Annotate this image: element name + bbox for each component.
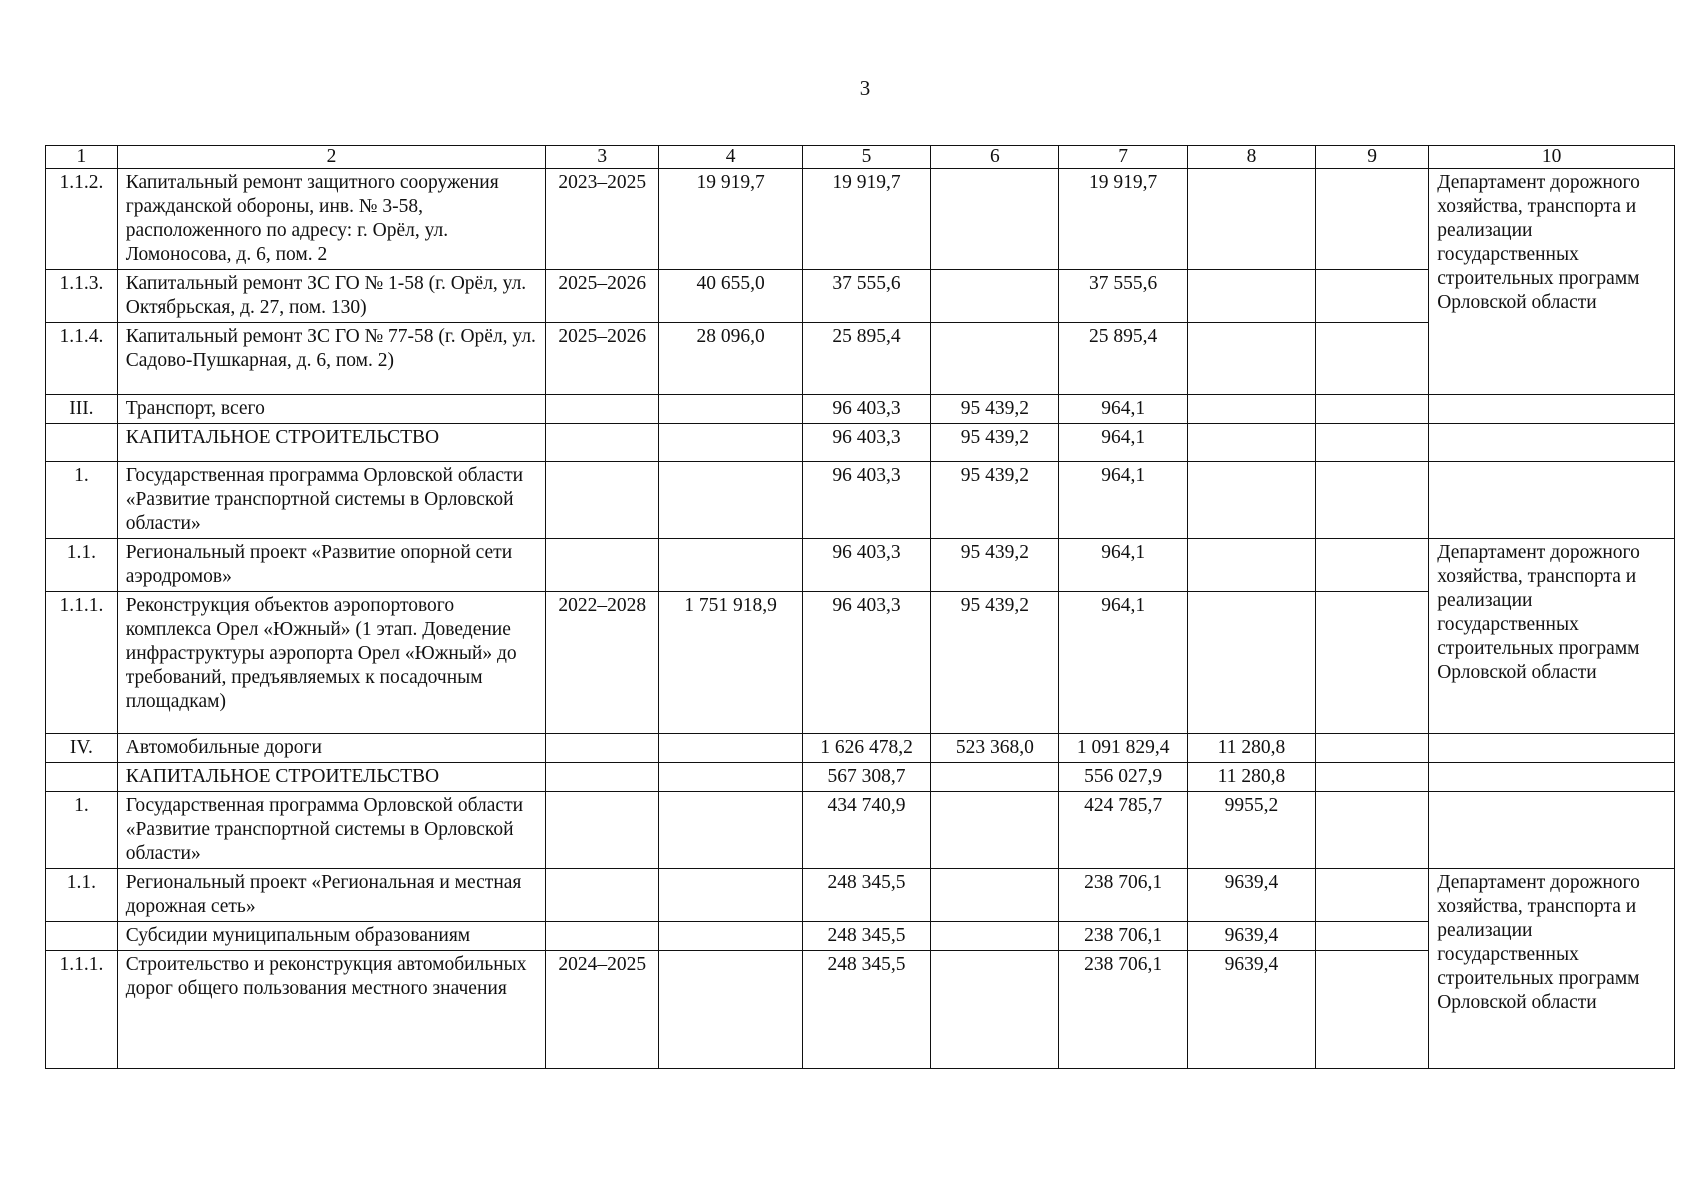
row-period [546,395,659,424]
cell-col9 [1316,922,1429,951]
cell-col5: 96 403,3 [802,592,930,734]
cell-col7: 964,1 [1059,462,1187,539]
cell-col5: 96 403,3 [802,539,930,592]
cell-col6 [931,869,1059,922]
cell-col9 [1316,169,1429,270]
row-name: Государственная программа Орловской области «Развитие транспортной системы в Орловской области» [117,792,545,869]
cell-col5: 25 895,4 [802,323,930,395]
cell-col9 [1316,323,1429,395]
cell-col8 [1187,592,1315,734]
cell-col9 [1316,462,1429,539]
cell-col8 [1187,270,1315,323]
cell-col6 [931,270,1059,323]
row-name: Капитальный ремонт ЗС ГО № 1-58 (г. Орёл, ул. Октябрьская, д. 27, пом. 130) [117,270,545,323]
header-cell: 1 [46,146,118,169]
cell-col4 [659,922,803,951]
cell-col8 [1187,462,1315,539]
cell-col4 [659,951,803,1069]
cell-col4 [659,869,803,922]
table-row [46,792,1675,869]
cell-col8: 11 280,8 [1187,734,1315,763]
cell-col9 [1316,792,1429,869]
cell-col4: 40 655,0 [659,270,803,323]
cell-col10 [1429,763,1675,792]
row-period [546,792,659,869]
row-period: 2024–2025 [546,951,659,1069]
cell-col9 [1316,270,1429,323]
cell-col9 [1316,763,1429,792]
cell-col5: 96 403,3 [802,395,930,424]
cell-col4: 1 751 918,9 [659,592,803,734]
row-number [46,922,118,951]
header-row [46,146,1675,169]
table-row [46,424,1675,462]
cell-col8 [1187,323,1315,395]
row-number: III. [46,395,118,424]
cell-col6: 523 368,0 [931,734,1059,763]
header-cell: 6 [931,146,1059,169]
header-cell: 5 [802,146,930,169]
cell-col5: 248 345,5 [802,869,930,922]
cell-col9 [1316,951,1429,1069]
department-cell: Департамент дорожного хозяйства, транспорта и реализации государственных строительных программ Орловской области [1429,539,1675,734]
page-number: 3 [859,76,871,100]
cell-col4 [659,734,803,763]
cell-col4 [659,424,803,462]
row-name: Капитальный ремонт ЗС ГО № 77-58 (г. Орёл, ул. Садово-Пушкарная, д. 6, пом. 2) [117,323,545,395]
cell-col7: 19 919,7 [1059,169,1187,270]
cell-col4 [659,763,803,792]
cell-col6: 95 439,2 [931,539,1059,592]
cell-col4 [659,395,803,424]
cell-col6: 95 439,2 [931,592,1059,734]
row-name: Транспорт, всего [117,395,545,424]
row-number: 1.1.3. [46,270,118,323]
cell-col8: 9955,2 [1187,792,1315,869]
table-row [46,763,1675,792]
cell-col7: 238 706,1 [1059,951,1187,1069]
cell-col4 [659,539,803,592]
cell-col5: 434 740,9 [802,792,930,869]
row-period [546,424,659,462]
cell-col7: 424 785,7 [1059,792,1187,869]
cell-col9 [1316,734,1429,763]
row-number: 1.1.1. [46,951,118,1069]
row-number [46,763,118,792]
cell-col9 [1316,592,1429,734]
row-period: 2023–2025 [546,169,659,270]
cell-col7: 556 027,9 [1059,763,1187,792]
cell-col6 [931,792,1059,869]
cell-col7: 964,1 [1059,539,1187,592]
cell-col6 [931,169,1059,270]
department-cell: Департамент дорожного хозяйства, транспорта и реализации государственных строительных программ Орловской области [1429,169,1675,395]
cell-col10 [1429,792,1675,869]
cell-col7: 238 706,1 [1059,922,1187,951]
cell-col6: 95 439,2 [931,395,1059,424]
department-cell: Департамент дорожного хозяйства, транспорта и реализации государственных строительных программ Орловской области [1429,869,1675,1069]
cell-col4 [659,792,803,869]
row-name: КАПИТАЛЬНОЕ СТРОИТЕЛЬСТВО [117,763,545,792]
cell-col9 [1316,869,1429,922]
table-row [46,169,1675,270]
cell-col6 [931,922,1059,951]
row-name: Государственная программа Орловской области «Развитие транспортной системы в Орловской области» [117,462,545,539]
cell-col4 [659,462,803,539]
row-period [546,763,659,792]
cell-col10 [1429,424,1675,462]
cell-col10 [1429,395,1675,424]
header-cell: 9 [1316,146,1429,169]
cell-col8 [1187,169,1315,270]
row-period [546,922,659,951]
table-row [46,462,1675,539]
table-row [46,539,1675,592]
row-number: 1. [46,792,118,869]
row-name: Региональный проект «Развитие опорной сети аэродромов» [117,539,545,592]
cell-col6: 95 439,2 [931,462,1059,539]
cell-col5: 567 308,7 [802,763,930,792]
row-period [546,734,659,763]
row-number: 1.1.1. [46,592,118,734]
cell-col5: 1 626 478,2 [802,734,930,763]
header-cell: 4 [659,146,803,169]
row-number: 1.1.2. [46,169,118,270]
cell-col4: 28 096,0 [659,323,803,395]
row-number: 1.1. [46,869,118,922]
cell-col7: 964,1 [1059,424,1187,462]
cell-col7: 37 555,6 [1059,270,1187,323]
row-period: 2025–2026 [546,270,659,323]
cell-col9 [1316,539,1429,592]
cell-col7: 1 091 829,4 [1059,734,1187,763]
cell-col8 [1187,424,1315,462]
row-name: Субсидии муниципальным образованиям [117,922,545,951]
cell-col5: 248 345,5 [802,922,930,951]
cell-col7: 238 706,1 [1059,869,1187,922]
row-number: 1. [46,462,118,539]
table-row [46,395,1675,424]
table-row [46,869,1675,922]
row-name: Строительство и реконструкция автомобильных дорог общего пользования местного значения [117,951,545,1069]
cell-col4: 19 919,7 [659,169,803,270]
cell-col8: 9639,4 [1187,869,1315,922]
cell-col6 [931,763,1059,792]
cell-col5: 248 345,5 [802,951,930,1069]
cell-col8: 9639,4 [1187,922,1315,951]
cell-col6 [931,323,1059,395]
cell-col6: 95 439,2 [931,424,1059,462]
row-name: Капитальный ремонт защитного сооружения гражданской обороны, инв. № 3-58, расположенного по адресу: г. Орёл, ул. Ломоносова, д. 6, пом. 2 [117,169,545,270]
row-name: КАПИТАЛЬНОЕ СТРОИТЕЛЬСТВО [117,424,545,462]
row-name: Региональный проект «Региональная и местная дорожная сеть» [117,869,545,922]
cell-col5: 37 555,6 [802,270,930,323]
cell-col10 [1429,462,1675,539]
row-name: Автомобильные дороги [117,734,545,763]
header-cell: 2 [117,146,545,169]
row-period [546,539,659,592]
header-cell: 7 [1059,146,1187,169]
header-cell: 10 [1429,146,1675,169]
row-number [46,424,118,462]
header-cell: 3 [546,146,659,169]
row-period: 2025–2026 [546,323,659,395]
cell-col8 [1187,395,1315,424]
cell-col9 [1316,424,1429,462]
row-period [546,462,659,539]
row-number: 1.1. [46,539,118,592]
header-cell: 8 [1187,146,1315,169]
cell-col9 [1316,395,1429,424]
row-period [546,869,659,922]
row-number: IV. [46,734,118,763]
cell-col10 [1429,734,1675,763]
cell-col7: 964,1 [1059,592,1187,734]
cell-col8 [1187,539,1315,592]
cell-col8: 11 280,8 [1187,763,1315,792]
cell-col5: 96 403,3 [802,424,930,462]
row-name: Реконструкция объектов аэропортового комплекса Орел «Южный» (1 этап. Доведение инфраструктуры аэропорта Орел «Южный» до требований, предъявляемых к посадочным площадкам) [117,592,545,734]
data-table [45,145,1675,1069]
cell-col5: 96 403,3 [802,462,930,539]
row-number: 1.1.4. [46,323,118,395]
cell-col5: 19 919,7 [802,169,930,270]
row-period: 2022–2028 [546,592,659,734]
cell-col6 [931,951,1059,1069]
cell-col7: 964,1 [1059,395,1187,424]
table-row [46,734,1675,763]
cell-col8: 9639,4 [1187,951,1315,1069]
cell-col7: 25 895,4 [1059,323,1187,395]
